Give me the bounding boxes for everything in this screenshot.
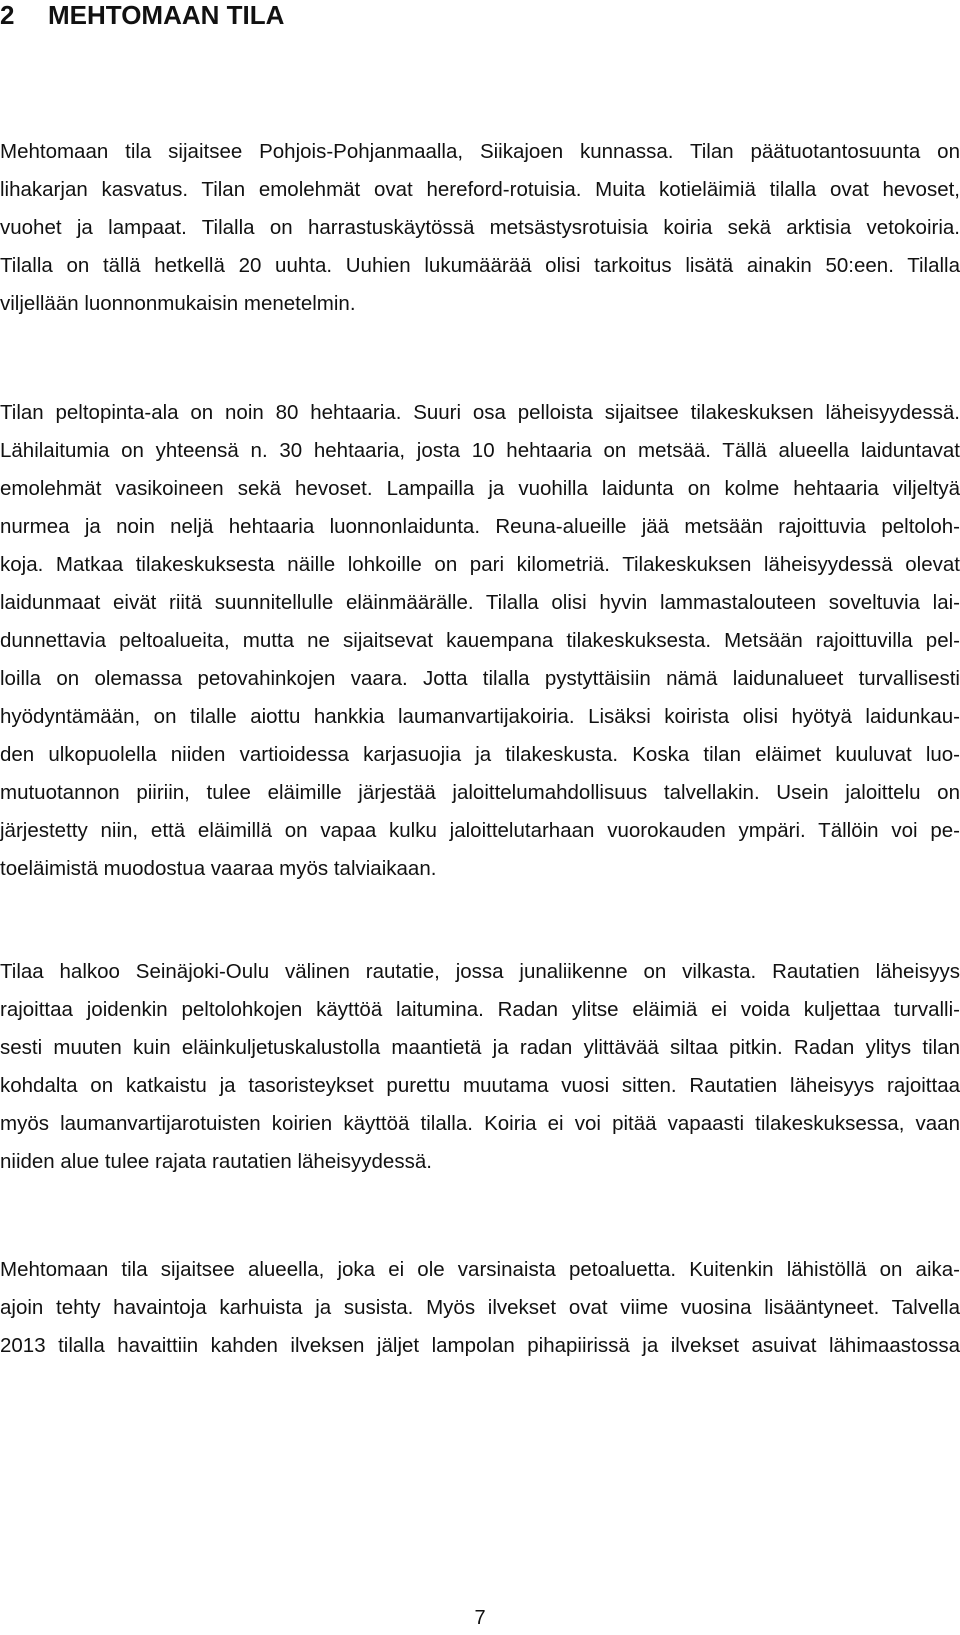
text-line: myös laumanvartijarotuisten koirien käyttöä tilalla. Koiria ei voi pitää vapaasti tilakeskuksessa, vaan <box>0 1112 960 1135</box>
text-line: dunnettavia peltoalueita, mutta ne sijaitsevat kauempana tilakeskuksesta. Metsään rajoittuvilla pel- <box>0 629 960 652</box>
text-line: Tilaa halkoo Seinäjoki-Oulu välinen rautatie, jossa junaliikenne on vilkasta. Rautatien läheisyys <box>0 960 960 983</box>
paragraph-3 <box>0 953 960 1181</box>
text-line: hyödyntämään, on tilalle aiottu hankkia laumanvartijakoiria. Lisäksi koirista olisi hyötyä laidunkau- <box>0 705 960 728</box>
page-number: 7 <box>474 1607 486 1629</box>
text-line: niiden alue tulee rajata rautatien läheisyydessä. <box>0 1150 432 1173</box>
text-line: den ulkopuolella niiden vartioidessa karjasuojia ja tilakeskusta. Koska tilan eläimet kuuluvat luo- <box>0 743 960 766</box>
text-line: lihakarjan kasvatus. Tilan emolehmät ovat hereford-rotuisia. Muita kotieläimiä tilalla ovat hevoset, <box>0 178 960 201</box>
text-line: loilla on olemassa petovahinkojen vaara. Jotta tilalla pystyttäisiin nämä laidunalueet turvallisesti <box>0 667 960 690</box>
text-line: nurmea ja noin neljä hehtaaria luonnonlaidunta. Reuna-alueille jää metsään rajoittuvia peltoloh- <box>0 515 960 538</box>
text-line: emolehmät vasikoineen sekä hevoset. Lampailla ja vuohilla laidunta on kolme hehtaaria viljeltyä <box>0 477 960 500</box>
section-heading <box>0 0 284 30</box>
text-line: ajoin tehty havaintoja karhuista ja susista. Myös ilvekset ovat viime vuosina lisääntyneet. Talvella <box>0 1296 960 1319</box>
text-line: Lähilaitumia on yhteensä n. 30 hehtaaria, josta 10 hehtaaria on metsää. Tällä alueella laiduntavat <box>0 439 960 462</box>
text-line: sesti muuten kuin eläinkuljetuskalustolla maantietä ja radan ylittävää siltaa pitkin. Radan ylitys tilan <box>0 1036 960 1059</box>
text-line: kohdalta on katkaistu ja tasoristeykset purettu muutama vuosi sitten. Rautatien läheisyys rajoittaa <box>0 1074 960 1097</box>
paragraph-1 <box>0 133 960 323</box>
text-line: mutuotannon piiriin, tulee eläimille järjestää jaloittelumahdollisuus talvellakin. Usein jaloittelu on <box>0 781 960 804</box>
text-line: laidunmaat eivät riitä suunnitellulle eläinmäärälle. Tilalla olisi hyvin lammastalouteen soveltuvia lai- <box>0 591 960 614</box>
text-line: viljellään luonnonmukaisin menetelmin. <box>0 292 356 315</box>
text-line: järjestetty niin, että eläimillä on vapaa kulku jaloittelutarhaan vuorokauden ympäri. Tällöin voi pe- <box>0 819 960 842</box>
text-line: koja. Matkaa tilakeskuksesta näille lohkoille on pari kilometriä. Tilakeskuksen läheisyydessä olevat <box>0 553 960 576</box>
text-line: toeläimistä muodostua vaaraa myös talviaikaan. <box>0 857 437 880</box>
text-line: 2013 tilalla havaittiin kahden ilveksen jäljet lampolan pihapiirissä ja ilvekset asuivat lähimaastossa <box>0 1334 960 1357</box>
text-line: vuohet ja lampaat. Tilalla on harrastuskäytössä metsästysrotuisia koiria sekä arktisia vetokoiria. <box>0 216 960 239</box>
section-number: 2 <box>0 0 15 30</box>
text-line: Tilalla on tällä hetkellä 20 uuhta. Uuhien lukumäärää olisi tarkoitus lisätä ainakin 50:een. Tilalla <box>0 254 960 277</box>
section-title: MEHTOMAAN TILA <box>48 0 285 30</box>
text-line: rajoittaa joidenkin peltolohkojen käyttöä laitumina. Radan ylitse eläimiä ei voida kuljettaa turvalli- <box>0 998 960 1021</box>
paragraph-4 <box>0 1251 960 1365</box>
text-line: Mehtomaan tila sijaitsee Pohjois-Pohjanmaalla, Siikajoen kunnassa. Tilan päätuotantosuunta on <box>0 140 960 163</box>
text-line: Mehtomaan tila sijaitsee alueella, joka ei ole varsinaista petoaluetta. Kuitenkin lähistöllä on aika- <box>0 1258 960 1281</box>
paragraph-2 <box>0 394 960 888</box>
text-line: Tilan peltopinta-ala on noin 80 hehtaaria. Suuri osa pelloista sijaitsee tilakeskuksen läheisyydessä. <box>0 401 960 424</box>
